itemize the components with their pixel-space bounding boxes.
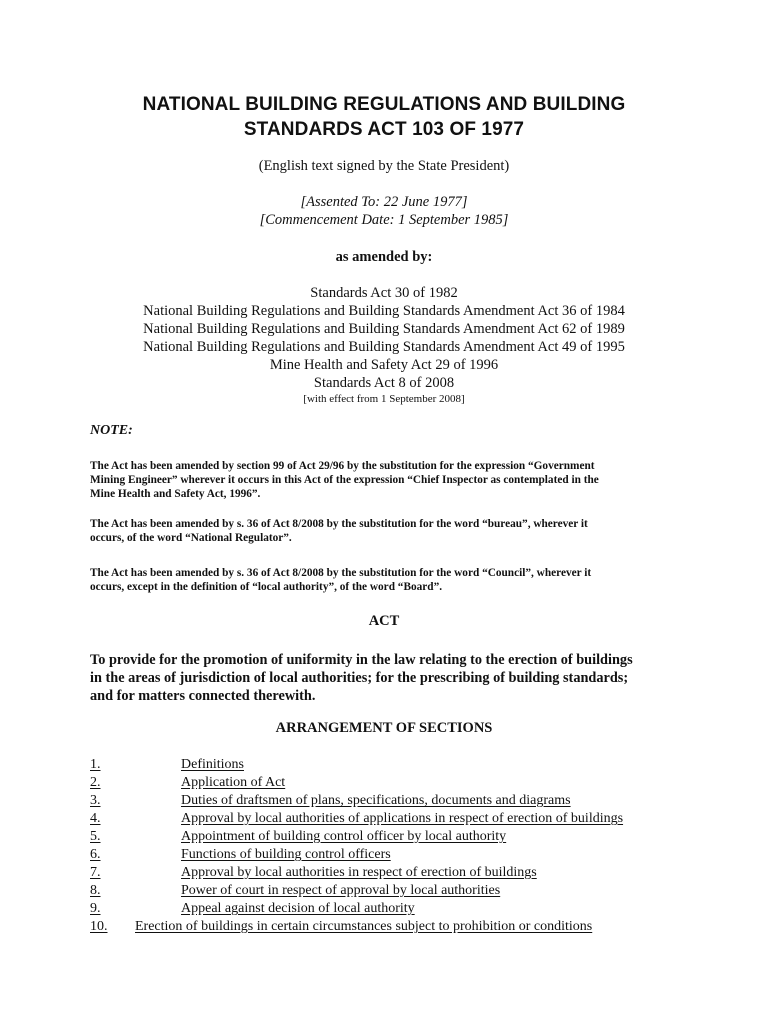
note-line: occurs, except in the definition of “local authority”, of the word “Board”. xyxy=(90,581,443,593)
section-entry[interactable] xyxy=(90,865,670,883)
document-title xyxy=(0,92,768,142)
assent-block xyxy=(0,193,768,229)
section-entry[interactable] xyxy=(90,919,670,937)
section-title[interactable]: Power of court in respect of approval by local authorities xyxy=(181,883,501,898)
section-entry[interactable] xyxy=(90,901,670,919)
section-title[interactable]: Definitions xyxy=(181,757,244,772)
amendment-item: Mine Health and Safety Act 29 of 1996 xyxy=(269,357,499,373)
section-title[interactable]: Approval by local authorities in respect of erection of buildings xyxy=(181,865,537,880)
section-entry[interactable] xyxy=(90,793,670,811)
long-title-line: To provide for the promotion of uniformity in the law relating to the erection of buildings xyxy=(90,652,633,668)
section-number[interactable]: 8. xyxy=(90,883,101,898)
commencement-date: [Commencement Date: 1 September 1985] xyxy=(259,212,509,228)
section-entry[interactable] xyxy=(90,847,670,865)
note-line: Mining Engineer” wherever it occurs in this Act of the expression “Chief Inspector as contemplated in the xyxy=(90,474,599,486)
long-title-line: in the areas of jurisdiction of local authorities; for the prescribing of building standards; xyxy=(90,670,629,686)
section-title[interactable]: Approval by local authorities of applications in respect of erection of buildings xyxy=(181,811,624,826)
section-number[interactable]: 6. xyxy=(90,847,101,862)
amendment-item: Standards Act 30 of 1982 xyxy=(310,285,458,301)
section-number[interactable]: 1. xyxy=(90,757,101,772)
section-number[interactable]: 4. xyxy=(90,811,101,826)
section-number[interactable]: 10. xyxy=(90,919,108,934)
amendment-item: National Building Regulations and Building Standards Amendment Act 36 of 1984 xyxy=(143,303,625,319)
section-entry[interactable] xyxy=(90,829,670,847)
amendment-list xyxy=(0,284,768,407)
amended-by-label: as amended by: xyxy=(335,249,433,265)
amendment-note xyxy=(90,566,690,594)
section-number[interactable]: 2. xyxy=(90,775,101,790)
note-line: The Act has been amended by section 99 of Act 29/96 by the substitution for the expression “Government xyxy=(90,460,595,472)
section-title[interactable]: Application of Act xyxy=(181,775,286,790)
long-title xyxy=(90,651,633,705)
section-title[interactable]: Erection of buildings in certain circumstances subject to prohibition or conditions xyxy=(135,919,593,934)
assented-date: [Assented To: 22 June 1977] xyxy=(300,194,468,210)
section-entry[interactable] xyxy=(90,883,670,901)
note-line: The Act has been amended by s. 36 of Act 8/2008 by the substitution for the word “bureau”, wherever it xyxy=(90,518,588,530)
long-title-line: and for matters connected therewith. xyxy=(90,688,316,704)
section-entry[interactable] xyxy=(90,775,670,793)
amendment-note xyxy=(90,517,690,545)
signed-note: (English text signed by the State President) xyxy=(258,158,510,174)
section-number[interactable]: 3. xyxy=(90,793,101,808)
note-line: Mine Health and Safety Act, 1996”. xyxy=(90,488,261,500)
note-line: occurs, of the word “National Regulator”. xyxy=(90,532,292,544)
section-number[interactable]: 9. xyxy=(90,901,101,916)
note-label: NOTE: xyxy=(90,423,133,438)
amendment-item: National Building Regulations and Building Standards Amendment Act 49 of 1995 xyxy=(143,339,625,355)
arrangement-heading: ARRANGEMENT OF SECTIONS xyxy=(275,720,493,736)
note-line: The Act has been amended by s. 36 of Act 8/2008 by the substitution for the word “Council”, wherever it xyxy=(90,567,592,579)
section-entry[interactable] xyxy=(90,757,670,775)
section-number[interactable]: 7. xyxy=(90,865,101,880)
act-heading: ACT xyxy=(368,613,400,629)
section-entry[interactable] xyxy=(90,811,670,829)
amendment-item: National Building Regulations and Building Standards Amendment Act 62 of 1989 xyxy=(143,321,625,337)
section-number[interactable]: 5. xyxy=(90,829,101,844)
amendment-item: Standards Act 8 of 2008 xyxy=(313,375,455,391)
section-title[interactable]: Duties of draftsmen of plans, specifications, documents and diagrams xyxy=(181,793,571,808)
effect-note: [with effect from 1 September 2008] xyxy=(303,393,465,405)
section-title[interactable]: Appointment of building control officer by local authority xyxy=(181,829,507,844)
section-title[interactable]: Functions of building control officers xyxy=(181,847,391,862)
amendment-note xyxy=(90,459,690,501)
section-title[interactable]: Appeal against decision of local authority xyxy=(181,901,415,916)
title-line-2: STANDARDS ACT 103 OF 1977 xyxy=(243,119,525,140)
section-list xyxy=(90,757,670,937)
title-line-1: NATIONAL BUILDING REGULATIONS AND BUILDING xyxy=(142,94,626,115)
